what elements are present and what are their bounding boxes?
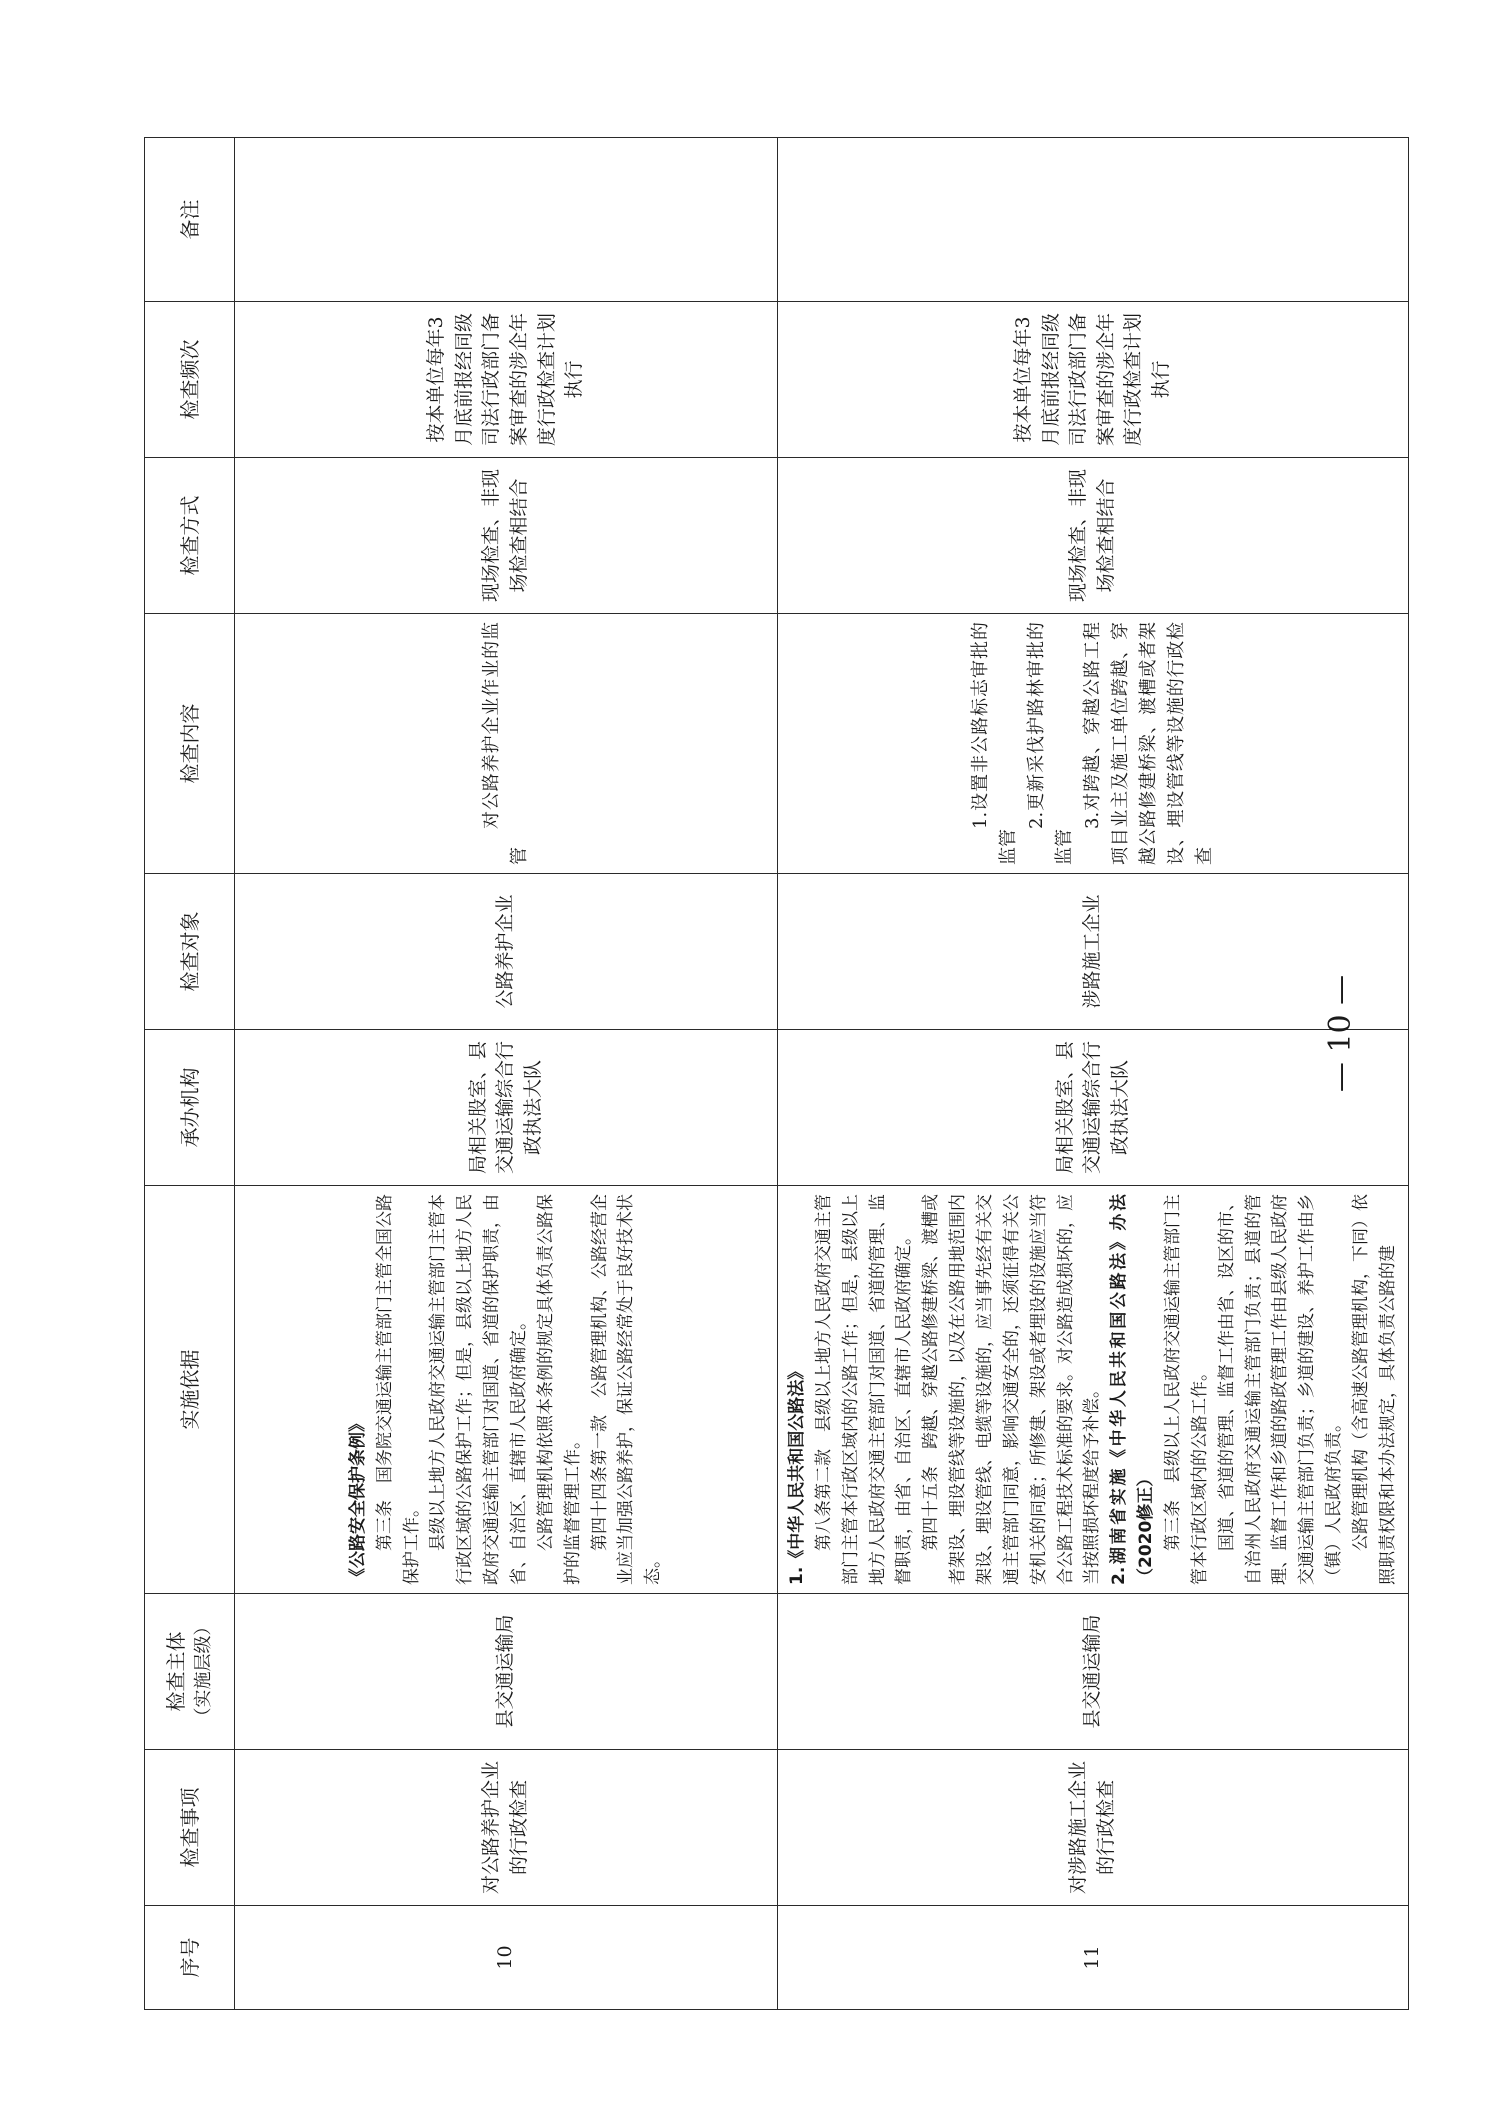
content-item: 对公路养护企业作业的监管 — [481, 622, 530, 865]
basis-paragraph: 第三条 国务院交通运输主管部门主管全国公路保护工作。 — [374, 1194, 422, 1585]
cell-frequency: 按本单位每年3月底前报经同级司法行政部门备案审查的涉企年度行政检查计划执行 — [235, 302, 778, 458]
basis-law-title: 1.《中华人民共和国公路法》 — [787, 1362, 807, 1585]
cell-target: 涉路施工企业 — [778, 874, 1409, 1030]
header-basis: 实施依据 — [145, 1186, 235, 1594]
inspection-table — [144, 137, 1409, 2010]
header-subject — [145, 1594, 235, 1750]
header-content: 检查内容 — [145, 614, 235, 874]
rotated-table-sheet — [144, 138, 1398, 2010]
cell-remarks — [235, 138, 778, 302]
cell-method: 现场检查、非现场检查相结合 — [778, 458, 1409, 614]
cell-frequency: 按本单位每年3月底前报经同级司法行政部门备案审查的涉企年度行政检查计划执行 — [778, 302, 1409, 458]
cell-basis — [235, 1186, 778, 1594]
page-number: — 10 — — [1323, 974, 1359, 1093]
header-target: 检查对象 — [145, 874, 235, 1030]
header-subject-main: 检查主体 — [164, 1631, 189, 1712]
header-remarks: 备注 — [145, 138, 235, 302]
cell-item: 对涉路施工企业的行政检查 — [778, 1750, 1409, 1906]
basis-paragraph: 公路管理机构（含高速公路管理机构，下同）依照职责权限和本办法规定，具体负责公路的建 — [1351, 1194, 1398, 1585]
cell-basis — [778, 1186, 1409, 1594]
basis-paragraph: 公路管理机构依照本条例的规定具体负责公路保护的监督管理工作。 — [535, 1194, 583, 1585]
cell-method: 现场检查、非现场检查相结合 — [235, 458, 778, 614]
header-row — [145, 138, 235, 2010]
basis-paragraph: 第四十四条第一款 公路管理机构、公路经营企业应当加强公路养护，保证公路经常处于良好技术状态。 — [589, 1194, 664, 1585]
basis-law-title: 2.湖南省实施《中华人民共和国公路法》办法（2020修正） — [1109, 1194, 1157, 1585]
cell-item: 对公路养护企业的行政检查 — [235, 1750, 778, 1906]
header-method: 检查方式 — [145, 458, 235, 614]
cell-seq: 10 — [235, 1906, 778, 2010]
basis-paragraph: 县级以上地方人民政府交通运输主管部门主管本行政区域的公路保护工作；但是，县级以上地方人民政府交通运输主管部门对国道、省道的保护职责，由省、自治区、直辖市人民政府确定。 — [428, 1194, 529, 1585]
basis-paragraph: 第四十五条 跨越、穿越公路修建桥梁、渡槽或者架设、埋设管线等设施的，以及在公路用地范围内架设、埋设管线、电缆等设施的，应当事先经有关交通主管部门同意，影响交通安全的，还须征得有关公安机关的同意；所修建、架设或者埋设的设施应当符合公路工程技术标准的要求。对公路造成损坏的，应当按照损坏程度给予补偿。 — [921, 1194, 1103, 1585]
cell-content — [778, 614, 1409, 874]
basis-paragraph: 国道、省道的管理、监督工作由省、设区的市、自治州人民政府交通运输主管部门负责；县道的管理、监督工作和乡道的路政管理工作由县级人民政府交通运输主管部门负责；乡道的建设、养护工作由乡（镇）人民政府负责。 — [1216, 1194, 1345, 1585]
header-seq: 序号 — [145, 1906, 235, 2010]
table-row — [235, 138, 778, 2010]
header-frequency: 检查频次 — [145, 302, 235, 458]
header-item: 检查事项 — [145, 1750, 235, 1906]
header-agency: 承办机构 — [145, 1030, 235, 1186]
basis-law-title: 《公路安全保护条例》 — [347, 1415, 368, 1585]
header-subject-level: （实施层级） — [193, 1617, 215, 1726]
basis-paragraph: 第三条 县级以上人民政府交通运输主管部门主管本行政区域内的公路工作。 — [1163, 1194, 1210, 1585]
cell-agency: 局相关股室、县交通运输综合行政执法大队 — [235, 1030, 778, 1186]
cell-agency: 局相关股室、县交通运输综合行政执法大队 — [778, 1030, 1409, 1186]
content-item: 3.对跨越、穿越公路工程项目业主及施工单位跨越、穿越公路修建桥梁、渡槽或者架设、埋设管线等设施的行政检查 — [1081, 622, 1215, 865]
content-item: 2.更新采伐护路林审批的监管 — [1026, 622, 1076, 865]
content-item: 1.设置非公路标志审批的监管 — [970, 622, 1020, 865]
table-row — [778, 138, 1409, 2010]
basis-paragraph: 第八条第二款 县级以上地方人民政府交通主管部门主管本行政区域内的公路工作；但是，县级以上地方人民政府交通主管部门对国道、省道的管理、监督职责，由省、自治区、直辖市人民政府确定。 — [813, 1194, 915, 1585]
cell-subject: 县交通运输局 — [778, 1594, 1409, 1750]
cell-seq: 11 — [778, 1906, 1409, 2010]
cell-target: 公路养护企业 — [235, 874, 778, 1030]
cell-remarks — [778, 138, 1409, 302]
cell-subject: 县交通运输局 — [235, 1594, 778, 1750]
cell-content — [235, 614, 778, 874]
